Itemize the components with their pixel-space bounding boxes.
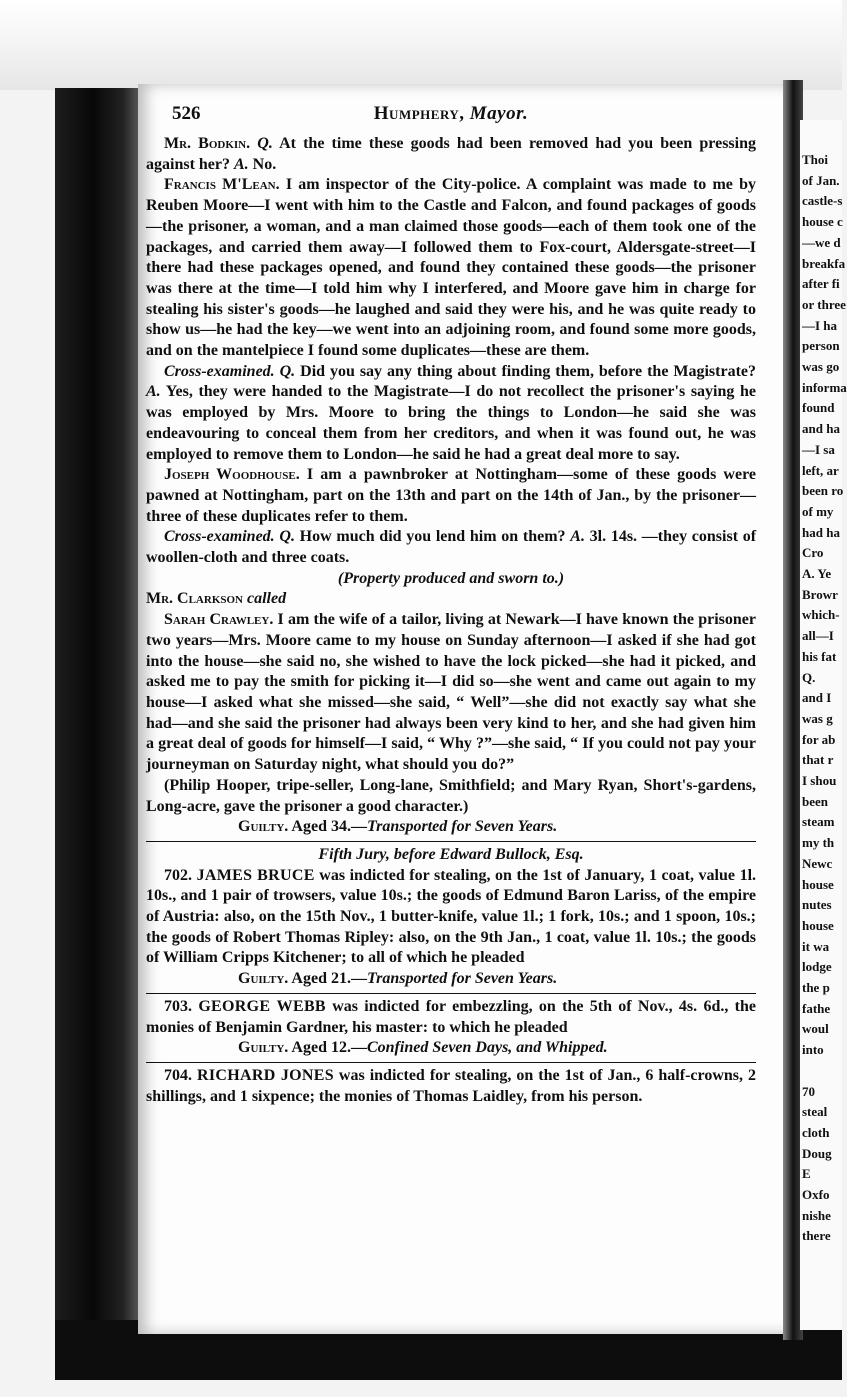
- question-marker: Q.: [279, 362, 296, 380]
- verdict-guilty: Guilty.: [238, 1039, 289, 1057]
- facing-page-text: A. Ye: [802, 566, 832, 581]
- question-marker: Q.: [257, 135, 273, 152]
- speaker-name: Mr. Clarkson: [146, 590, 243, 608]
- facing-page-text: steal: [802, 1104, 828, 1120]
- section-rule: [146, 841, 756, 842]
- character-witnesses: [146, 776, 756, 817]
- facing-page-text: castle-s: [802, 193, 843, 209]
- called-text: called: [247, 590, 287, 608]
- indictment-text: was indicted for stealing, on the 1st of January, 1 coat, value 1l. 10s., and 1 pair of trowsers, value 10s.; the goods of Edmund Baron Lariss, of the empire of Austria: also, on the 15th Nov., 1 butter-knife, value 1l.; 1 fork, 10s.; and 1 spoon, 10s.; the goods of Robert Thomas Ripley: also, on the 9th Jan., 1 coat, value 1l. 10s.; the goods of William Cripps Kitchener; to all of which he pleaded: [146, 866, 757, 967]
- running-title-role: Mayor.: [469, 103, 529, 124]
- facing-page-text: Doug: [802, 1145, 832, 1161]
- speaker-name: Sarah Crawley.: [164, 611, 274, 629]
- verdict-age: Aged 34.—: [291, 818, 367, 836]
- verdict-sentence: Confined Seven Days, and Whipped.: [366, 1039, 608, 1057]
- question-text: Did you say any thing about finding them, before the Magistrate?: [300, 362, 757, 380]
- page-number: 526: [172, 103, 201, 124]
- facing-page-text: nutes: [802, 897, 832, 913]
- facing-page-text: of my: [802, 503, 834, 519]
- verdict-1: [146, 817, 756, 838]
- facing-page-text: was g: [802, 710, 833, 726]
- answer-text: No.: [252, 155, 277, 173]
- paragraph-bodkin: [146, 134, 756, 175]
- note-text: (Property produced and sworn to.): [337, 569, 565, 587]
- case-704: [146, 1066, 756, 1107]
- indictment-text: was indicted for embezzling, on the 5th of Nov., 4s. 6d., the monies of Benjamin Gardner, his master: to which he pleaded: [146, 997, 756, 1036]
- facing-page-text: all—I: [802, 628, 834, 644]
- paragraph-mlean: [146, 175, 756, 361]
- facing-page-text: and ha: [802, 421, 840, 437]
- testimony-text: I am the wife of a tailor, living at Newark—I have known the prisoner two years—Mrs. Moore came to my house on Sunday afternoon—I asked if she had got into the house—she said no, she wished to have the lock picked—she had it picked, and asked me to pay the smith for picking it—I did so—she went and came out again to my house—I asked what she missed—she said, “ Well”—she did not exactly say what she had—and she said the prisoner had always been very kind to her, and she had given him a great deal of goods for himself—I said, “ Why ?”—she said, “ If you could not pay your journeyman on Saturday night, what should you do?”: [146, 611, 756, 774]
- facing-page-text: breakfa: [802, 255, 846, 271]
- verdict-guilty: Guilty.: [238, 970, 289, 988]
- facing-page-text: was go: [802, 359, 840, 374]
- book-binding-left: [55, 88, 140, 1338]
- facing-page-text: and I: [802, 690, 832, 706]
- case-number: 704.: [164, 1066, 192, 1084]
- section-rule: [146, 993, 756, 994]
- facing-page-text: Q.: [802, 669, 816, 685]
- cross-examined-label: Cross-examined.: [164, 362, 275, 380]
- facing-page-text: Cro: [802, 545, 824, 561]
- case-703: [146, 997, 756, 1038]
- case-number: 702.: [164, 866, 192, 884]
- property-produced-note: [146, 569, 756, 590]
- cross-examined-label: Cross-examined.: [164, 528, 275, 546]
- facing-page-text: Browr: [802, 586, 838, 602]
- facing-page-text: his fat: [802, 648, 837, 664]
- facing-page-text: had ha: [802, 524, 840, 540]
- facing-page-text: for ab: [802, 731, 836, 747]
- running-title: [146, 104, 756, 125]
- facing-page-text: which-: [802, 607, 840, 623]
- answer-text: 3l. 14s. —they consist of woollen-cloth and three coats.: [146, 528, 757, 567]
- section-rule: [146, 1062, 756, 1063]
- facing-page-text: of Jan.: [802, 172, 840, 188]
- jury-heading: [146, 845, 756, 866]
- facing-page-text: into: [802, 1042, 824, 1058]
- facing-page-text: I shou: [802, 773, 837, 788]
- answer-marker: A.: [234, 155, 249, 173]
- page-text: [146, 100, 756, 1107]
- testimony-text: I am a pawnbroker at Nottingham—some of these goods were pawned at Nottingham, part on the 13th and part on the 14th of Jan., by the prisoner—three of these duplicates refer to them.: [146, 466, 756, 525]
- paragraph-cross-examination-2: [146, 527, 756, 568]
- facing-page-text: been: [802, 793, 828, 809]
- speaker-name: Mr. Bodkin.: [164, 135, 251, 152]
- facing-page-text: Newc: [802, 855, 833, 871]
- verdict-sentence: Transported for Seven Years.: [366, 970, 558, 988]
- facing-page-text: 70: [802, 1083, 815, 1099]
- facing-page-text: my th: [802, 835, 835, 851]
- answer-marker: A.: [146, 383, 161, 401]
- facing-page-text: Thoi: [802, 152, 829, 167]
- answer-text: Yes, they were handed to the Magistrate—I do not recollect the prisoner's saying he was employed by Mrs. Moore to bring the things to London—he said she was endeavouring to conceal them from her creditors, and when it was found out, he was employed to remove them to London—he said he had a great deal more to say.: [146, 383, 757, 463]
- facing-page-fragment: [800, 120, 847, 1330]
- facing-page-text: house: [802, 876, 834, 892]
- facing-page-text: nishe: [802, 1207, 831, 1223]
- facing-page-text: fathe: [802, 1000, 831, 1016]
- facing-page-text: —I sa: [802, 441, 835, 457]
- verdict-guilty: Guilty.: [238, 818, 289, 836]
- facing-page-text: informa: [802, 379, 847, 395]
- question-text: At the time these goods had been removed had you been pressing against her?: [146, 135, 757, 173]
- facing-page-text: been ro: [802, 483, 844, 499]
- question-text: How much did you lend him on them?: [299, 528, 566, 546]
- facing-page-text: cloth: [802, 1124, 830, 1140]
- verdict-3: [146, 1038, 756, 1059]
- facing-page-text: it wa: [802, 938, 830, 954]
- case-number: 703.: [164, 997, 192, 1015]
- testimony-text: I am inspector of the City-police. A complaint was made to me by Reuben Moore—I went with him to the Castle and Falcon, and found packages of goods—the prisoner, a woman, and a man claimed those goods—each of them took one of the packages, and carried them away—I followed them to Fox-court, Aldersgate-street—I there had these packages opened, and found they contained these goods—the prisoner was there at the time—I told him why I interfered, and Moore gave him in charge for stealing his sister's goods—he laughed and said they were his, and he was quite ready to show us—he had the key—we went into an adjoining room, and found some more goods, and on the mantelpiece I found some duplicates—these are them.: [146, 176, 757, 360]
- facing-page-text: Oxfo: [802, 1187, 830, 1202]
- facing-page-text: the p: [802, 980, 830, 995]
- jury-text: Fifth Jury, before Edward Bullock, Esq.: [318, 845, 584, 863]
- paragraph-cross-examination-1: [146, 362, 756, 466]
- defendant-name: JAMES BRUCE: [196, 866, 315, 884]
- facing-page-text: woul: [802, 1021, 829, 1037]
- facing-page-text: found: [802, 400, 835, 416]
- verdict-age: Aged 21.—: [291, 970, 367, 988]
- paragraph-clarkson: [146, 589, 756, 610]
- facing-page-text: or three: [802, 296, 846, 312]
- defendant-name: GEORGE WEBB: [198, 997, 326, 1015]
- verdict-2: [146, 969, 756, 990]
- running-header: [146, 100, 756, 134]
- speaker-name: Francis M'Lean.: [164, 176, 280, 194]
- facing-page-text: steam: [802, 814, 835, 830]
- facing-page-text: house c: [802, 214, 843, 230]
- facing-page-text: left, ar: [802, 462, 839, 478]
- defendant-name: RICHARD JONES: [197, 1066, 334, 1084]
- case-702: [146, 866, 756, 970]
- facing-page-text: —I ha: [802, 317, 838, 333]
- running-title-name: Humphery,: [373, 103, 465, 124]
- verdict-age: Aged 12.—: [291, 1039, 367, 1057]
- facing-page-text: house: [802, 917, 834, 933]
- question-marker: Q.: [279, 528, 295, 546]
- indictment-text: was indicted for stealing, on the 1st of Jan., 6 half-crowns, 2 shillings, and 1 sixpence; the monies of Thomas Laidley, from his person.: [146, 1066, 756, 1105]
- verdict-sentence: Transported for Seven Years.: [366, 818, 558, 836]
- facing-page-text: —we d: [802, 234, 841, 250]
- facing-page-text: E: [802, 1166, 811, 1182]
- facing-page-text: that r: [802, 752, 834, 768]
- facing-page-text: there: [802, 1228, 831, 1244]
- character-text: (Philip Hooper, tripe-seller, Long-lane, Smithfield; and Mary Ryan, Short's-gardens, Long-acre, gave the prisoner a good character.): [146, 776, 756, 815]
- paragraph-woodhouse: [146, 465, 756, 527]
- paragraph-crawley: [146, 610, 756, 776]
- scan-background: [0, 0, 842, 90]
- speaker-name: Joseph Woodhouse.: [164, 466, 300, 484]
- facing-page-text: lodge: [802, 959, 832, 975]
- facing-page-text: person: [802, 338, 840, 354]
- answer-marker: A.: [570, 528, 585, 546]
- facing-page-text: after fi: [802, 276, 840, 292]
